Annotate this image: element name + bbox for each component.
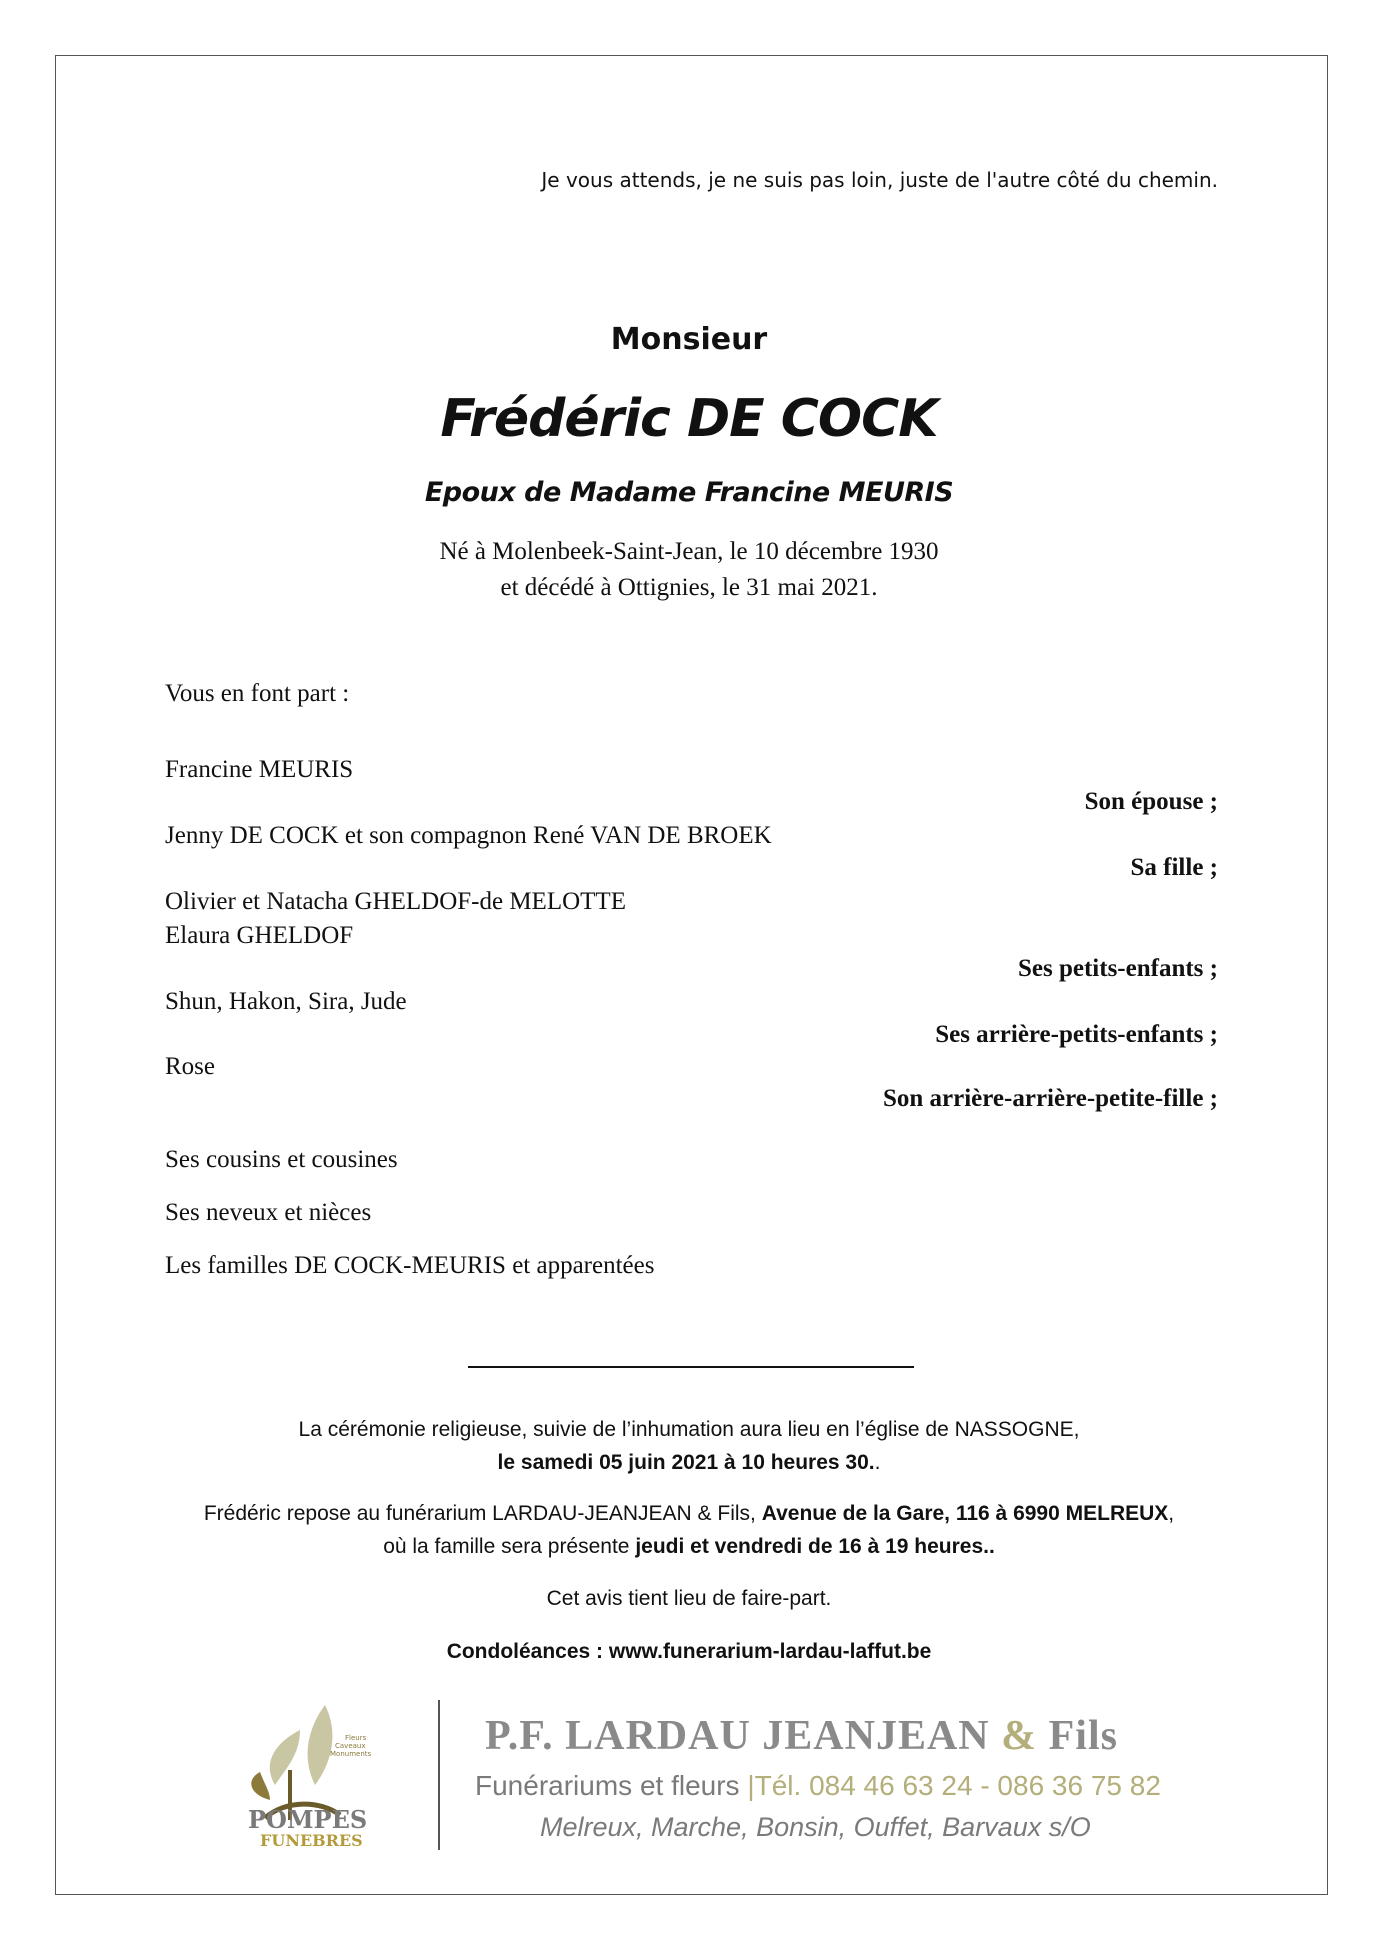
logo-side-text: Fleurs [345, 1734, 367, 1742]
spouse-line: Epoux de Madame Francine MEURIS [424, 477, 954, 508]
company-tagline: Funérariums et fleurs [475, 1770, 748, 1801]
other-relatives: Les familles DE COCK-MEURIS et apparentées [165, 1252, 655, 1279]
repose-punct: , [1168, 1502, 1175, 1525]
family-relation: Ses petits-enfants ; [1018, 955, 1218, 982]
logo-side-text: Monuments [330, 1750, 372, 1758]
condolences-line: Condoléances : www.funerarium-lardau-laffut.be [446, 1640, 932, 1663]
pompes-funebres-logo [230, 1700, 430, 1850]
family-relation: Sa fille ; [1130, 854, 1218, 881]
epigraph: Je vous attends, je ne suis pas loin, juste de l'autre côté du chemin. [541, 168, 1218, 192]
deceased-name: Frédéric DE COCK [440, 389, 938, 449]
visit-text: où la famille sera présente [383, 1535, 636, 1558]
logo-side-text: Caveaux [335, 1742, 366, 1750]
company-name [485, 1712, 1118, 1760]
family-name: Jenny DE COCK et son compagnon René VAN DE BROEK [165, 822, 772, 849]
company-name-start: P.F. LARDAU JEANJEAN [485, 1713, 1002, 1759]
repose-address: Avenue de la Gare, 116 à 6990 MELREUX [761, 1502, 1169, 1525]
ceremony-date [0, 1451, 1378, 1475]
visit-hours-line [0, 1535, 1378, 1559]
separator-line [468, 1366, 914, 1368]
notice-line: Cet avis tient lieu de faire-part. [546, 1587, 832, 1610]
birth-line: Né à Molenbeek-Saint-Jean, le 10 décembre 1930 [439, 538, 939, 565]
family-name: Elaura GHELDOF [165, 922, 354, 949]
family-relation: Son épouse ; [1084, 788, 1218, 815]
death-line: et décédé à Ottignies, le 31 mai 2021. [500, 574, 878, 601]
family-relation: Ses arrière-petits-enfants ; [935, 1021, 1218, 1048]
company-phone: Tél. 084 46 63 24 - 086 36 75 82 [754, 1770, 1161, 1801]
other-relatives: Ses cousins et cousines [165, 1146, 398, 1173]
other-relatives: Ses neveux et nièces [165, 1199, 372, 1226]
ceremony-line: La cérémonie religieuse, suivie de l’inhumation aura lieu en l’église de NASSOGNE, [298, 1418, 1080, 1441]
honorific: Monsieur [610, 322, 768, 357]
family-name: Rose [165, 1053, 215, 1080]
company-contact [475, 1770, 1161, 1802]
logo-divider [438, 1700, 440, 1850]
announcement-intro: Vous en font part : [165, 680, 350, 707]
logo-brand-bottom: FUNEBRES [260, 1831, 363, 1850]
company-name-amp: & [1001, 1713, 1038, 1759]
ceremony-date-tail: . [874, 1451, 881, 1474]
logo-brand-top: POMPES [248, 1805, 368, 1834]
company-locations: Melreux, Marche, Bonsin, Ouffet, Barvaux s/O [540, 1812, 1091, 1842]
family-name: Olivier et Natacha GHELDOF-de MELOTTE [165, 888, 626, 915]
visit-hours: jeudi et vendredi de 16 à 19 heures.. [635, 1535, 995, 1558]
repose-text: Frédéric repose au funérarium LARDAU-JEANJEAN & Fils, [203, 1502, 762, 1525]
repose-line [0, 1502, 1378, 1526]
company-sep: | [747, 1770, 755, 1801]
family-name: Shun, Hakon, Sira, Jude [165, 988, 407, 1015]
company-name-end: Fils [1037, 1713, 1118, 1759]
family-relation: Son arrière-arrière-petite-fille ; [882, 1085, 1218, 1112]
ceremony-date-bold: le samedi 05 juin 2021 à 10 heures 30. [497, 1451, 875, 1474]
family-name: Francine MEURIS [165, 756, 354, 783]
